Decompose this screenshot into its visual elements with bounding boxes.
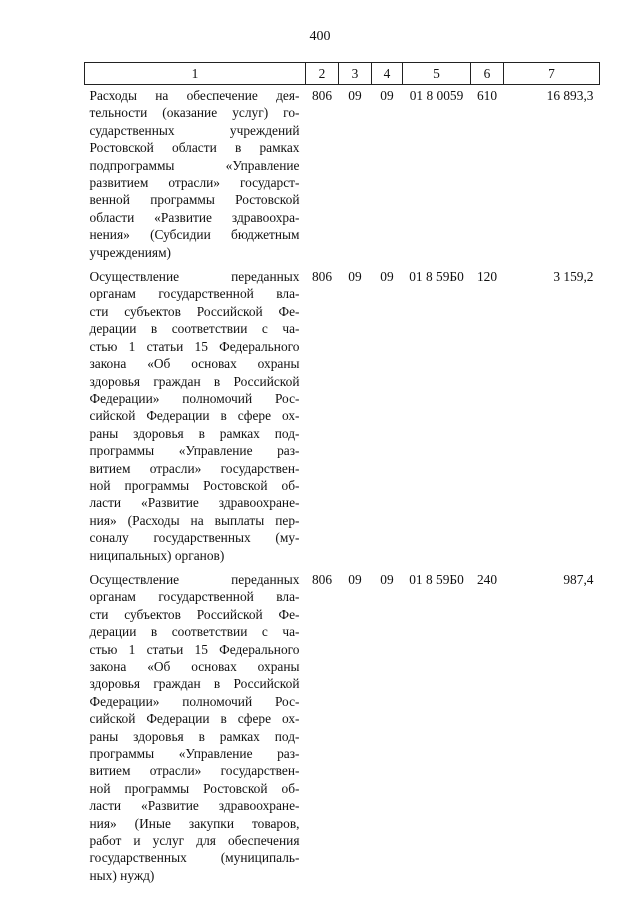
- text-line: ных) нужд): [89, 867, 155, 883]
- text-line: Ростовской области в рамках: [89, 140, 300, 156]
- text-line: стью 1 статьи 15 Федерального: [89, 641, 300, 657]
- target-article-cell: 01 8 59Б0: [409, 571, 464, 587]
- text-line: органам государственной вла-: [89, 286, 300, 302]
- column-header-1: 1: [85, 63, 306, 85]
- section-code-cell: 09: [348, 571, 362, 587]
- text-line: тельности (оказание услуг) го-: [89, 105, 300, 121]
- subsection-code-cell: 09: [380, 571, 394, 587]
- text-line: ной программы Ростовской об-: [89, 477, 300, 493]
- text-line: стью 1 статьи 15 Федерального: [89, 338, 300, 354]
- text-line: Осуществление переданных: [89, 571, 300, 587]
- text-line: витием отрасли» государствен-: [89, 763, 300, 779]
- column-header-5: 5: [403, 63, 471, 85]
- text-line: ниципальных) органов): [89, 547, 225, 563]
- text-line: сти субъектов Российской Фе-: [89, 606, 300, 622]
- amount-cell: 16 893,3: [546, 88, 594, 103]
- text-line: венной программы Ростовской: [89, 192, 300, 208]
- text-line: развитием отрасли» государст-: [89, 175, 300, 191]
- expense-type-cell: 610: [476, 88, 498, 103]
- subsection-code-cell: 09: [380, 88, 394, 103]
- budget-table: [84, 62, 600, 891]
- text-line: ния» (Иные закупки товаров,: [89, 815, 300, 831]
- text-line: подпрограммы «Управление: [89, 157, 300, 173]
- text-line: Расходы на обеспечение дея-: [89, 88, 300, 103]
- text-line: витием отрасли» государствен-: [89, 460, 300, 476]
- text-line: здоровья граждан в Российской: [89, 373, 300, 389]
- text-line: сийской Федерации в сфере ох-: [89, 711, 300, 727]
- ministry-code-cell: 806: [311, 269, 333, 285]
- text-line: Федерации» полномочий Рос-: [89, 693, 300, 709]
- text-line: закона «Об основах охраны: [89, 356, 300, 372]
- column-header-4: 4: [372, 63, 403, 85]
- text-line: соналу государственных (му-: [89, 530, 300, 546]
- text-line: дерации в соответствии с ча-: [89, 624, 300, 640]
- text-line: раны здоровья в рамках под-: [89, 728, 300, 744]
- text-line: ласти «Развитие здравоохране-: [89, 495, 300, 511]
- text-line: учреждениям): [89, 244, 172, 260]
- target-article-cell: 01 8 59Б0: [409, 269, 464, 285]
- text-line: сти субъектов Российской Фе-: [89, 303, 300, 319]
- ministry-code-cell: 806: [311, 571, 333, 587]
- section-code-cell: 09: [348, 88, 362, 103]
- subsection-code-cell: 09: [380, 269, 394, 285]
- column-header-6: 6: [471, 63, 504, 85]
- section-code-cell: 09: [348, 269, 362, 285]
- column-header-2: 2: [306, 63, 339, 85]
- table-header-row: [85, 63, 600, 85]
- page-number: 400: [309, 29, 331, 44]
- expense-name-cell: [85, 571, 306, 891]
- amount-cell: 3 159,2: [553, 269, 594, 285]
- text-line: ласти «Развитие здравоохране-: [89, 798, 300, 814]
- column-header-7: 7: [504, 63, 600, 85]
- text-line: нения» (Субсидии бюджетным: [89, 227, 300, 243]
- table-row: [85, 85, 600, 269]
- text-line: области «Развитие здравоохра-: [89, 209, 300, 225]
- table-row: [85, 571, 600, 891]
- text-line: работ и услуг для обеспечения: [89, 833, 300, 849]
- expense-name-cell: [85, 268, 306, 571]
- text-line: здоровья граждан в Российской: [89, 676, 300, 692]
- text-line: ния» (Расходы на выплаты пер-: [89, 512, 300, 528]
- text-line: Федерации» полномочий Рос-: [89, 390, 300, 406]
- ministry-code-cell: 806: [311, 88, 333, 103]
- target-article-cell: 01 8 0059: [409, 88, 464, 103]
- text-line: дерации в соответствии с ча-: [89, 321, 300, 337]
- text-line: программы «Управление раз-: [89, 746, 300, 762]
- text-line: сударственных учреждений: [89, 122, 300, 138]
- text-line: закона «Об основах охраны: [89, 659, 300, 674]
- expense-type-cell: 240: [476, 571, 498, 587]
- text-line: Осуществление переданных: [89, 269, 300, 285]
- expense-name-cell: [85, 85, 306, 269]
- text-line: органам государственной вла-: [89, 589, 300, 605]
- expense-type-cell: 120: [476, 269, 498, 285]
- text-line: ной программы Ростовской об-: [89, 780, 300, 796]
- text-line: государственных (муниципаль-: [89, 850, 300, 866]
- text-line: сийской Федерации в сфере ох-: [89, 408, 300, 424]
- text-line: раны здоровья в рамках под-: [89, 425, 300, 441]
- table-row: [85, 268, 600, 571]
- text-line: программы «Управление раз-: [89, 443, 300, 459]
- amount-cell: 987,4: [563, 571, 594, 587]
- column-header-3: 3: [339, 63, 372, 85]
